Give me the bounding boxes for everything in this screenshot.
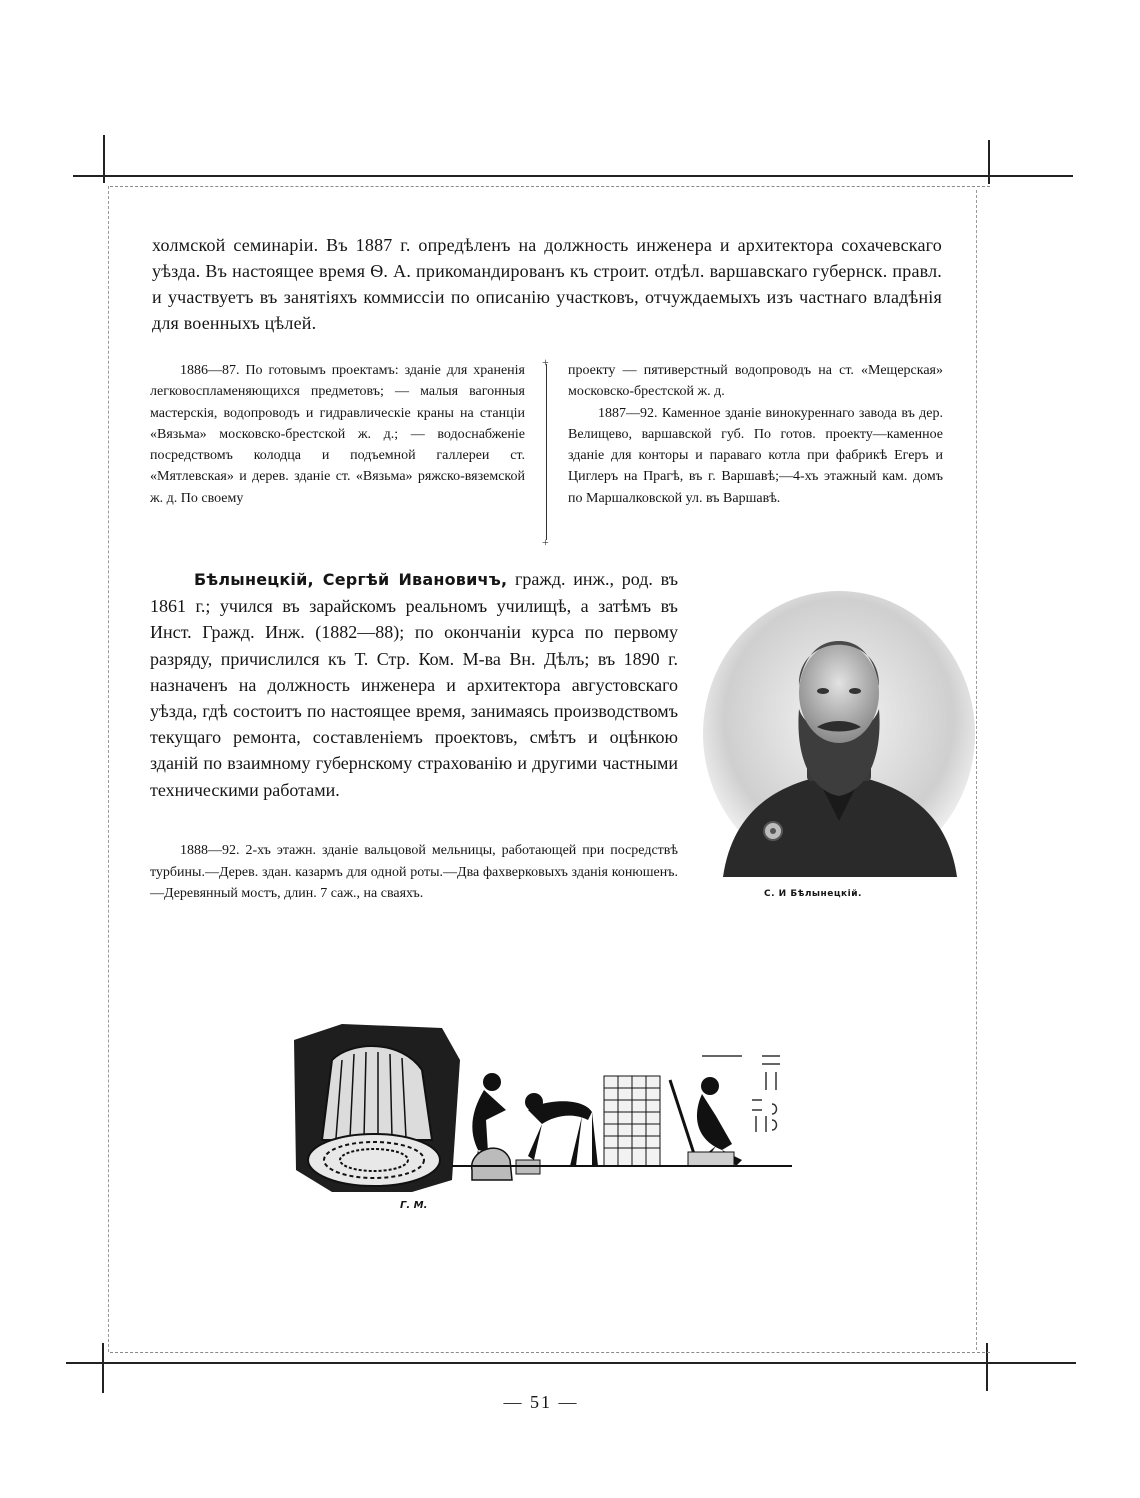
frieze-illustration [292, 1020, 802, 1194]
column-divider [546, 364, 547, 540]
column-right-text-2: 1887—92. Каменное зданіе винокуреннаго завода въ дер. Велищево, варшавской губ. По готов. проекту—каменное зданіе для конторы и параваго котла при фабрикѣ Егеръ и Циглеръ на Прагѣ, въ г. Варшавѣ;—4-хъ этажный кам. домъ по Маршалковской ул. въ Варшавѣ. [568, 405, 943, 506]
portrait-illustration [703, 591, 975, 877]
biography-works-text: 1888—92. 2-хъ этажн. зданіе вальцовой мельницы, работающей при посредствѣ турбины.—Дерев. здан. казармъ для одной роты.—Два фахверковыхъ зданія конюшенъ.—Деревянный мостъ, длин. 7 саж., на сваяхъ. [150, 843, 678, 901]
column-left-text: 1886—87. По готовымъ проектамъ: зданіе для храненія легковоспламеняющихся предметовъ; — малыя вагонныя мастерскія, водопроводъ и гидравлическіе краны на станціи «Вязьма» московско-брестской ж. д.; — водоснабженіе посредствомъ колодца и подъемной галлереи ст. «Мятлевская» и дерев. зданіе ст. «Вязьма» ряжско-вяземской ж. д. По своему [150, 363, 525, 506]
page-number: — 51 — [503, 1392, 579, 1412]
frame-bottom-rule-main [66, 1362, 1076, 1364]
egyptian-frieze [292, 1020, 802, 1194]
column-right-text-1: проекту — пятиверстный водопроводъ на ст. «Мещерская» московско-брестской ж. д. [568, 363, 943, 400]
frame-left-rule-top [103, 135, 105, 183]
works-column-right [568, 360, 943, 509]
portrait-caption: С. И Бѣлынецкій. [764, 889, 862, 899]
inner-frame-right [976, 190, 977, 1350]
frieze-caption: Г. М. [400, 1200, 428, 1211]
works-column-left [150, 360, 525, 509]
biography-works [150, 840, 678, 905]
inner-frame-top [110, 186, 990, 187]
frame-top-rule [73, 175, 1073, 177]
portrait-image [703, 591, 975, 877]
inner-frame-bottom [110, 1352, 990, 1353]
intro-paragraph: холмской семинаріи. Въ 1887 г. опредѣленъ на должность инженера и архитектора сохачевскаго уѣзда. Въ настоящее время Ѳ. А. прикомандированъ къ строит. отдѣл. варшавскаго губернск. правл. и участвуетъ въ занятіяхъ коммиссіи по описанію участковъ, отчуждаемыхъ изъ частнаго владѣнія для военныхъ цѣлей. [152, 235, 942, 333]
frame-right-rule-top [988, 140, 990, 184]
biography-paragraph [150, 566, 678, 803]
frame-left-rule-bottom [102, 1343, 104, 1393]
inner-frame-left [108, 186, 109, 1352]
biography-name: Бѣлынецкій, Сергѣй Ивановичъ, [194, 570, 508, 589]
frame-right-rule-bottom [986, 1343, 988, 1391]
biography-text: гражд. инж., род. въ 1861 г.; учился въ зарайскомъ реальномъ училищѣ, а затѣмъ въ Инст. Гражд. Инж. (1882—88); по окончаніи курса по первому разряду, причислился къ Т. Стр. Ком. М-ва Вн. Дѣлъ; въ 1890 г. назначенъ на должность инженера и архитектора августовскаго уѣзда, гдѣ состоитъ по настоящее время, занимаясь производствомъ текущаго ремонта, составленіемъ проектовъ, смѣтъ и оцѣнкою зданій по взаимному губернскому страхованію и другими частными техническими работами. [150, 569, 679, 800]
